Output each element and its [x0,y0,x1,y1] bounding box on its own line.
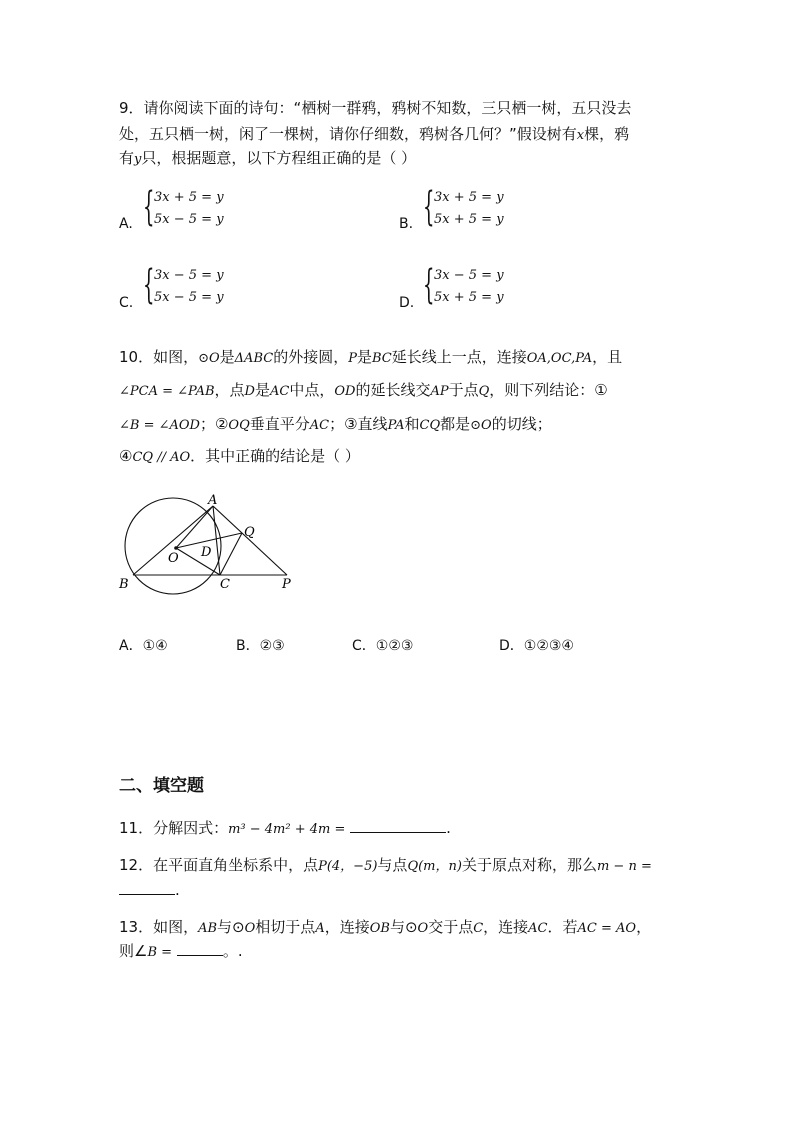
q13-text: ，连接 [324,918,370,936]
q9-option-a-label: A. [119,216,133,232]
line-cq [220,533,242,575]
q9-var-x: x [576,128,585,143]
q10-line2 [119,380,608,402]
q9-line2-end: 棵，鸦 [584,125,630,143]
q9-option-c-eq2: 5x − 5 = y [154,290,224,305]
q10-text: 于点 [448,381,479,399]
q10-text: ，则下列结论：① [489,381,608,399]
q13-circle-o: O [244,921,256,936]
q9-line3-start: 有 [119,149,135,167]
q10-figure [110,492,310,598]
q10-text: 是 [356,348,372,366]
q10-line-cq: CQ [419,418,441,433]
q13-text: ， [636,918,652,936]
q10-text: 延长线上一点，连接 [391,348,527,366]
label-a: A [208,493,218,508]
q13-text: ，连接 [483,918,529,936]
q10-line3 [119,414,552,436]
q10-text: 的延长线交 [355,381,431,399]
q10-text: ．其中正确的结论是（ ） [190,447,360,465]
label-d: D [201,545,212,560]
q10-text: ，且 [592,348,623,366]
q9-line1: 9．请你阅读下面的诗句：“栖树一群鸦，鸦树不知数，三只栖一树，五只没去 [119,99,632,117]
q13-line2 [119,941,243,963]
q10-point-d: D [244,384,255,399]
line-ac [213,506,220,575]
q10-line1 [119,347,622,369]
q9-line2 [119,124,629,146]
q10-text: ④ [119,447,133,465]
q13-point-c: C [473,921,484,936]
q13-circle-o: O [417,921,429,936]
q10-text: 10．如图， [119,348,199,366]
q9-line2-text: 处，五只栖一树，闲了一棵树，请你仔细数，鸦树各几何？”假设树有 [119,125,577,143]
q10-angle-eq2: ∠B = ∠AOD [119,418,200,433]
q10-text: 都是 [440,415,471,433]
q10-text: ；③直线 [329,415,388,433]
q12-text: 12．在平面直角坐标系中，点 [119,856,319,874]
q9-option-d-eq1: 3x − 5 = y [434,268,504,283]
q9-option-d-label: D. [399,295,415,311]
q11-text: 11．分解因式： [119,819,229,837]
q9-option-b-eq1: 3x + 5 = y [434,190,504,205]
label-p: P [282,577,291,592]
q9-option-b-eq2: 5x + 5 = y [434,212,504,227]
q12-answer-blank[interactable] [119,880,175,895]
q12-text: . [175,881,180,899]
brace-icon: { [423,184,435,230]
q9-var-y: y [134,152,142,167]
q10-circle-o: ⊙O [198,351,220,366]
q10-parallel: CQ // AO [132,450,191,465]
line-oc [176,548,220,575]
q12-point-q: Q(m，n) [407,859,462,874]
q10-segment-ap: AP [430,384,449,399]
brace-icon: { [423,262,435,308]
q9-line3-text: 只，根据题意，以下方程组正确的是（ ） [141,149,417,167]
q10-segment-oq: OQ [228,418,250,433]
q9-line3 [119,148,416,170]
q13-segment-ab: AB [198,921,218,936]
brace-icon: { [143,262,155,308]
q13-point-a: A [315,921,325,936]
q12-line1 [119,855,652,877]
line-oa [176,506,213,548]
q10-line-pa: PA [387,418,405,433]
q11 [119,818,451,840]
q10-option-c[interactable]: C．①②③ [352,638,414,654]
q9-option-a-eq1: 3x + 5 = y [154,190,224,205]
q13-text: 相切于点 [255,918,316,936]
q10-line4 [119,446,360,468]
q10-text: ，点 [214,381,245,399]
q10-text: 和 [404,415,420,433]
section-title: 二、填空题 [119,776,204,796]
q13-segment-ob: OB [369,921,390,936]
q10-text: 的切线； [491,415,552,433]
label-c: C [220,577,230,592]
q9-option-c-eq1: 3x − 5 = y [154,268,224,283]
q12-point-p: P(4，−5) [318,859,378,874]
q10-option-a[interactable]: A．①④ [119,638,168,654]
q10-text: 垂直平分 [249,415,310,433]
line-ap [213,506,287,575]
q9-option-b-label: B. [399,216,414,232]
label-b: B [119,577,129,592]
q10-segment-od: OD [334,384,356,399]
q10-segment-ac: AC [270,384,290,399]
q12-text: 关于原点对称，那么 [461,856,597,874]
q10-triangle-abc: ΔABC [234,351,274,366]
q13-text: 13．如图， [119,918,199,936]
q10-option-b[interactable]: B．②③ [236,638,285,654]
q11-answer-blank[interactable] [350,818,446,833]
q10-text: 的外接圆， [273,348,349,366]
q13-segment-ac: AC [528,921,548,936]
q10-segment-bc: BC [371,351,392,366]
point-o [174,546,178,550]
q13-equation: AC = AO [577,921,637,936]
q13-line1 [119,917,651,939]
q10-option-d[interactable]: D．①②③④ [499,638,574,654]
q9-option-c-label: C. [119,295,134,311]
q12-expression: m − n = [596,859,652,874]
label-o: O [168,551,179,566]
q10-point-q: Q [478,384,490,399]
q10-segments: OA,OC,PA [526,351,593,366]
q10-text: 是 [219,348,235,366]
q13-point-b: B [147,945,158,960]
q10-angle-eq: ∠PCA = ∠PAB [119,384,215,399]
q13-text: 与⊙ [217,918,245,936]
q13-text: ．若 [547,918,578,936]
q10-point-p: P [348,351,357,366]
label-q: Q [244,525,255,540]
q13-text: 则∠ [119,942,148,960]
q12-line2 [119,880,180,900]
q9-option-d-eq2: 5x + 5 = y [434,290,504,305]
q10-circle-o: ⊙O [470,418,492,433]
q11-expression: m³ − 4m² + 4m = [228,822,346,837]
q10-segment-ac: AC [309,418,330,433]
q10-text: 中点， [289,381,335,399]
q10-text: 是 [254,381,270,399]
q9-option-a-eq2: 5x − 5 = y [154,212,224,227]
q11-text: . [446,819,451,837]
q13-text: 。. [222,942,243,960]
q13-answer-blank[interactable] [177,941,223,956]
q13-text: = [157,945,173,960]
q12-text: 与点 [377,856,408,874]
q13-text: 与⊙ [389,918,418,936]
brace-icon: { [143,184,155,230]
q13-text: 交于点 [428,918,474,936]
q10-text: ；② [199,415,229,433]
